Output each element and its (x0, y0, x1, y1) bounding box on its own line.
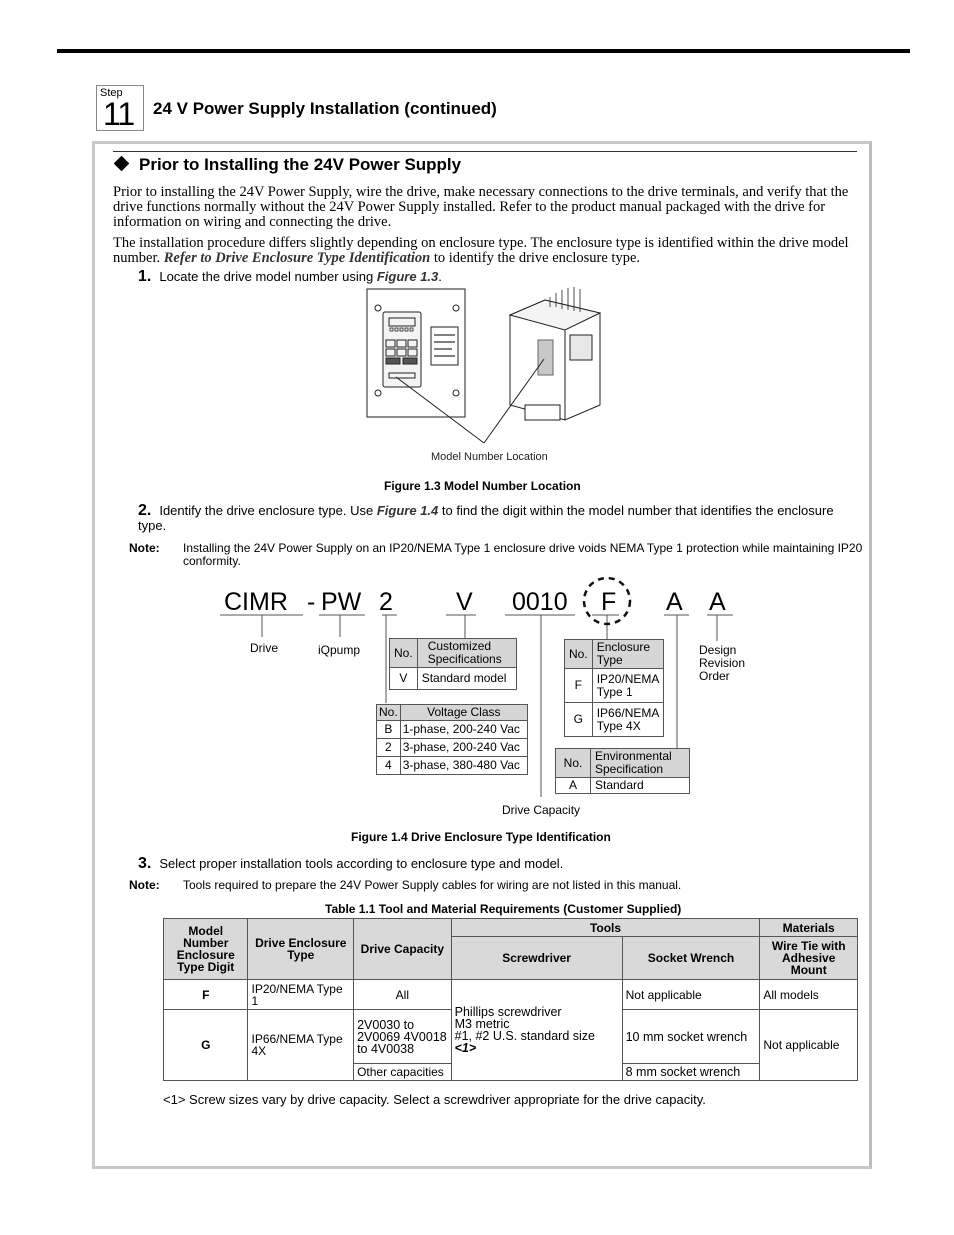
page-title: 24 V Power Supply Installation (continued) (153, 99, 497, 118)
cell: V (390, 668, 418, 690)
step-text: . (438, 269, 442, 284)
step-1 (138, 268, 442, 286)
label-design-revision-order (699, 644, 745, 683)
table-footnote: <1> Screw sizes vary by drive capacity. Select a screwdriver appropriate for the drive capacity. (163, 1092, 706, 1107)
cell-enclosure: IP20/NEMA Type 1 (248, 980, 354, 1010)
col-header-tools: Tools (451, 919, 760, 937)
figure-1-3-illustration (360, 285, 620, 450)
cell-capacity: All (354, 980, 452, 1010)
note-label: Note: (129, 878, 160, 892)
screwdriver-line: M3 metric (454, 1017, 510, 1031)
col-header: No. (556, 749, 591, 778)
table-row (164, 980, 858, 1010)
enclosure-paragraph (113, 236, 863, 266)
model-part-cimr: CIMR (224, 588, 288, 616)
cell-wire-tie: All models (760, 980, 858, 1010)
page-top-rule (57, 49, 910, 53)
step-number: 1. (138, 268, 152, 285)
screwdriver-line: Phillips screwdriver (454, 1005, 562, 1019)
label-line: Revision (699, 656, 746, 670)
cell: 4 (377, 757, 401, 775)
cell: G (565, 703, 593, 737)
figure-1-4-caption: Figure 1.4 Drive Enclosure Type Identification (351, 830, 611, 844)
step-3 (138, 855, 563, 873)
step-number: 3. (138, 855, 152, 872)
label-line: Order (699, 669, 730, 683)
enclosure-type-table (564, 639, 664, 737)
cell: 3-phase, 200-240 Vac (400, 739, 527, 757)
cell: A (556, 778, 591, 794)
table-1-1-title: Table 1.1 Tool and Material Requirements (Customer Supplied) (325, 902, 682, 916)
para-text: The installation procedure differs slightly depending on enclosure type. The enclosure type is identified within the drive model number. (113, 235, 849, 266)
cell: F (565, 669, 593, 703)
intro-paragraph: Prior to installing the 24V Power Supply, wire the drive, make necessary connections to the drive terminals, and verify that the drive functions normally without the 24V Power Supply installed. Refer to the product manual packaged with the drive for information on wiring and connecting the drive. (113, 184, 849, 230)
custom-spec-table (389, 638, 517, 690)
step-badge (96, 85, 144, 131)
step-text: Select proper installation tools according to enclosure type and model. (159, 856, 564, 871)
cell: 2 (377, 739, 401, 757)
model-number-location-callout: Model Number Location (431, 451, 548, 463)
step-number: 2. (138, 502, 152, 519)
col-header: Voltage Class (400, 705, 527, 721)
section-title (113, 155, 461, 175)
col-header-enclosure: Drive Enclosure Type (248, 919, 354, 980)
model-part-pw: PW (321, 588, 362, 616)
cell: 1-phase, 200-240 Vac (400, 721, 527, 739)
tool-requirements-table (163, 918, 858, 1081)
figure-1-3-caption: Figure 1.3 Model Number Location (384, 479, 581, 493)
screwdriver-line: #1, #2 U.S. standard size (454, 1029, 595, 1043)
note-enclosure-warning: Installing the 24V Power Supply on an IP20/NEMA Type 1 enclosure drive voids NEMA Type 1 protection while maintaining IP20 conformity. (183, 541, 863, 568)
cell-wire-tie: Not applicable (760, 1010, 858, 1081)
model-part-dash: - (307, 588, 316, 616)
figure-1-3-link[interactable]: Figure 1.3 (376, 269, 439, 284)
col-header-screwdriver: Screwdriver (451, 937, 622, 980)
cell: 3-phase, 380-480 Vac (400, 757, 527, 775)
section-title-text: Prior to Installing the 24V Power Supply (139, 155, 462, 174)
cell-enclosure: IP66/NEMA Type 4X (248, 1010, 354, 1081)
figure-1-4-link[interactable]: Figure 1.4 (376, 503, 439, 518)
col-header: Environmental Specification (591, 749, 690, 778)
label-drive-capacity: Drive Capacity (502, 803, 581, 817)
model-part-design: A (709, 588, 726, 616)
cell: Standard model (417, 668, 516, 690)
cell: IP66/NEMA Type 4X (592, 703, 663, 737)
model-part-capacity: 0010 (512, 588, 568, 616)
model-part-custom: V (456, 588, 473, 616)
step-label: Step (100, 87, 123, 99)
para-text: to identify the drive enclosure type. (430, 250, 641, 266)
cell-capacity: Other capacities (354, 1064, 452, 1081)
cell: B (377, 721, 401, 739)
label-drive: Drive (250, 641, 279, 655)
step-text: Identify the drive enclosure type. Use (159, 503, 377, 518)
cell-capacity: 2V0030 to 2V0069 4V0018 to 4V0038 (354, 1010, 452, 1064)
col-header: Enclosure Type (592, 640, 663, 669)
col-header-wire-tie: Wire Tie with Adhesive Mount (760, 937, 858, 980)
note-tools: Tools required to prepare the 24V Power Supply cables for wiring are not listed in this manual. (183, 878, 682, 892)
label-line: Design (699, 643, 737, 657)
compact-drive-drawing (510, 287, 600, 420)
cell-socket: Not applicable (622, 980, 760, 1010)
col-header-materials: Materials (760, 919, 858, 937)
footnote-ref-link[interactable]: <1> (454, 1041, 477, 1055)
step-number: 11 (103, 96, 135, 132)
step-text: to find the digit within the model number that identifies the enclosure type. (138, 503, 834, 533)
col-header-digit: Model Number Enclosure Type Digit (164, 919, 248, 980)
enclosure-identification-link[interactable]: Refer to Drive Enclosure Type Identification (163, 250, 431, 266)
col-header: No. (390, 639, 418, 668)
cell-socket: 8 mm socket wrench (622, 1064, 760, 1081)
cell-digit: G (164, 1010, 248, 1081)
cell-screwdriver (451, 980, 622, 1081)
section-rule (113, 151, 857, 152)
voltage-class-table (376, 704, 528, 775)
label-iqpump: iQpump (318, 643, 361, 657)
note-label: Note: (129, 541, 160, 555)
step-2 (138, 503, 863, 533)
cell-socket: 10 mm socket wrench (622, 1010, 760, 1064)
col-header: Customized Specifications (417, 639, 516, 668)
flat-panel-drive-drawing (367, 289, 465, 417)
model-part-enclosure: F (601, 588, 617, 616)
environmental-spec-table (555, 748, 690, 794)
step-text: Locate the drive model number using (159, 269, 377, 284)
diamond-bullet-icon (114, 156, 130, 172)
cell: Standard (591, 778, 690, 794)
col-header-socket: Socket Wrench (622, 937, 760, 980)
col-header: No. (565, 640, 593, 669)
col-header-capacity: Drive Capacity (354, 919, 452, 980)
cell-digit: F (164, 980, 248, 1010)
cell: IP20/NEMA Type 1 (592, 669, 663, 703)
model-part-environment: A (666, 588, 683, 616)
model-part-voltage: 2 (379, 588, 393, 616)
col-header: No. (377, 705, 401, 721)
